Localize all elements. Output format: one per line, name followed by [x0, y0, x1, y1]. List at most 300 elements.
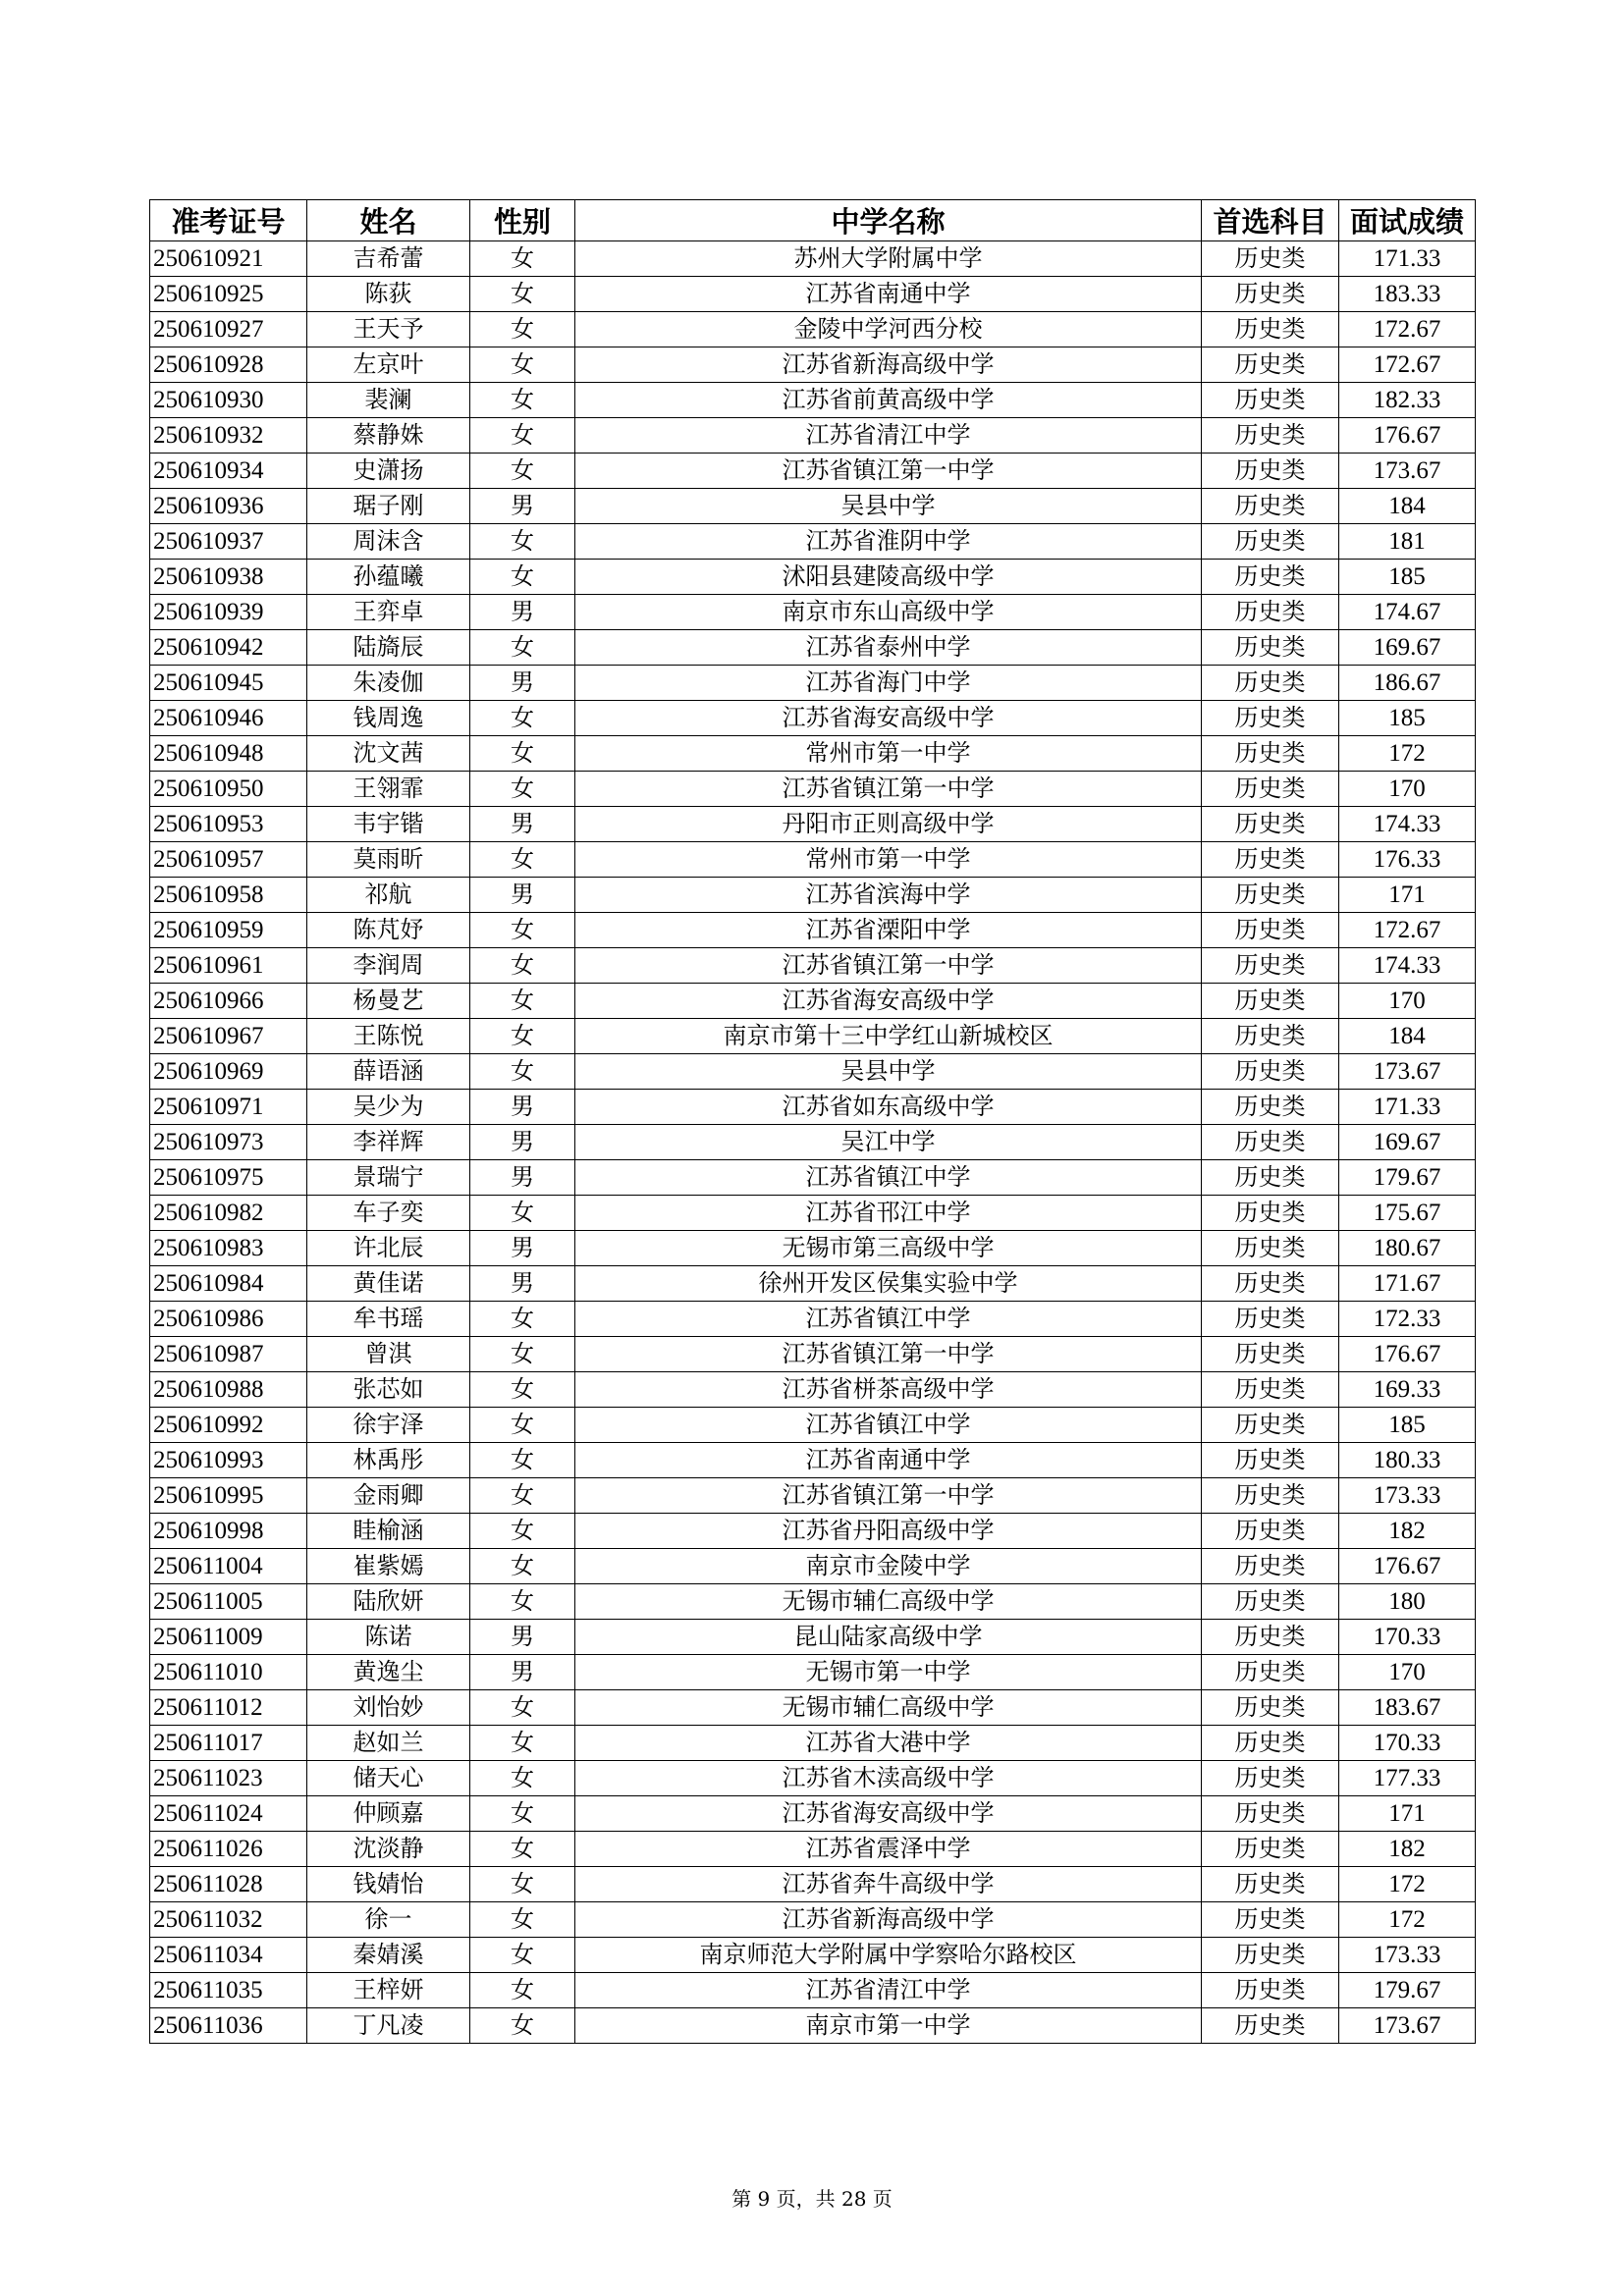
score-cell: 171.33 [1339, 1090, 1476, 1125]
gender-cell: 男 [470, 1266, 575, 1302]
score-cell: 176.67 [1339, 418, 1476, 454]
name-cell: 孙蕴曦 [307, 560, 470, 595]
table-row [150, 1832, 1476, 1867]
gender-cell: 女 [470, 454, 575, 489]
subject-cell: 历史类 [1202, 1549, 1339, 1584]
score-cell: 170.33 [1339, 1620, 1476, 1655]
subject-cell: 历史类 [1202, 2008, 1339, 2044]
subject-cell: 历史类 [1202, 1902, 1339, 1938]
name-cell: 陈荻 [307, 277, 470, 312]
school-cell: 沭阳县建陵高级中学 [575, 560, 1202, 595]
subject-cell: 历史类 [1202, 383, 1339, 418]
name-cell: 仲顾嘉 [307, 1796, 470, 1832]
table-row [150, 1549, 1476, 1584]
exam-id-cell: 250610957 [150, 842, 307, 878]
subject-cell: 历史类 [1202, 277, 1339, 312]
name-cell: 崔紫嫣 [307, 1549, 470, 1584]
gender-cell: 女 [470, 772, 575, 807]
score-cell: 172.67 [1339, 347, 1476, 383]
table-row [150, 277, 1476, 312]
gender-cell: 女 [470, 913, 575, 948]
school-cell: 江苏省海门中学 [575, 666, 1202, 701]
header-row [150, 200, 1476, 241]
score-cell: 180.67 [1339, 1231, 1476, 1266]
score-cell: 185 [1339, 701, 1476, 736]
table-row [150, 1726, 1476, 1761]
exam-id-cell: 250610932 [150, 418, 307, 454]
score-cell: 172.33 [1339, 1302, 1476, 1337]
admission-results-table [149, 199, 1476, 2044]
gender-cell: 女 [470, 2008, 575, 2044]
subject-cell: 历史类 [1202, 1443, 1339, 1478]
gender-cell: 男 [470, 878, 575, 913]
school-cell: 江苏省镇江第一中学 [575, 1337, 1202, 1372]
subject-cell: 历史类 [1202, 878, 1339, 913]
school-cell: 江苏省前黄高级中学 [575, 383, 1202, 418]
column-header-gender: 性别 [470, 200, 575, 241]
subject-cell: 历史类 [1202, 1761, 1339, 1796]
name-cell: 韦宇锴 [307, 807, 470, 842]
table-row [150, 1125, 1476, 1160]
school-cell: 吴县中学 [575, 489, 1202, 524]
gender-cell: 男 [470, 489, 575, 524]
table-row [150, 878, 1476, 913]
name-cell: 王梓妍 [307, 1973, 470, 2008]
subject-cell: 历史类 [1202, 1620, 1339, 1655]
school-cell: 江苏省清江中学 [575, 418, 1202, 454]
exam-id-cell: 250610959 [150, 913, 307, 948]
school-cell: 江苏省镇江第一中学 [575, 948, 1202, 984]
score-cell: 182.33 [1339, 383, 1476, 418]
exam-id-cell: 250611017 [150, 1726, 307, 1761]
score-cell: 174.67 [1339, 595, 1476, 630]
score-cell: 182 [1339, 1832, 1476, 1867]
gender-cell: 女 [470, 630, 575, 666]
exam-id-cell: 250611005 [150, 1584, 307, 1620]
table-header [150, 200, 1476, 241]
score-cell: 173.67 [1339, 454, 1476, 489]
column-header-school: 中学名称 [575, 200, 1202, 241]
school-cell: 江苏省丹阳高级中学 [575, 1514, 1202, 1549]
school-cell: 江苏省滨海中学 [575, 878, 1202, 913]
score-cell: 179.67 [1339, 1973, 1476, 2008]
table-row [150, 630, 1476, 666]
gender-cell: 女 [470, 984, 575, 1019]
name-cell: 林禹彤 [307, 1443, 470, 1478]
subject-cell: 历史类 [1202, 984, 1339, 1019]
school-cell: 金陵中学河西分校 [575, 312, 1202, 347]
exam-id-cell: 250610958 [150, 878, 307, 913]
gender-cell: 男 [470, 1125, 575, 1160]
school-cell: 无锡市辅仁高级中学 [575, 1690, 1202, 1726]
subject-cell: 历史类 [1202, 1938, 1339, 1973]
school-cell: 江苏省木渎高级中学 [575, 1761, 1202, 1796]
gender-cell: 男 [470, 1655, 575, 1690]
exam-id-cell: 250611026 [150, 1832, 307, 1867]
exam-id-cell: 250610953 [150, 807, 307, 842]
subject-cell: 历史类 [1202, 666, 1339, 701]
name-cell: 左京叶 [307, 347, 470, 383]
exam-id-cell: 250610973 [150, 1125, 307, 1160]
gender-cell: 女 [470, 347, 575, 383]
subject-cell: 历史类 [1202, 1690, 1339, 1726]
name-cell: 吴少为 [307, 1090, 470, 1125]
gender-cell: 女 [470, 1514, 575, 1549]
school-cell: 江苏省邗江中学 [575, 1196, 1202, 1231]
subject-cell: 历史类 [1202, 595, 1339, 630]
name-cell: 陈诺 [307, 1620, 470, 1655]
school-cell: 南京市东山高级中学 [575, 595, 1202, 630]
score-cell: 173.67 [1339, 1054, 1476, 1090]
gender-cell: 男 [470, 666, 575, 701]
gender-cell: 男 [470, 1090, 575, 1125]
subject-cell: 历史类 [1202, 1302, 1339, 1337]
score-cell: 174.33 [1339, 948, 1476, 984]
score-cell: 172 [1339, 1867, 1476, 1902]
subject-cell: 历史类 [1202, 347, 1339, 383]
table-row [150, 1690, 1476, 1726]
exam-id-cell: 250610942 [150, 630, 307, 666]
subject-cell: 历史类 [1202, 1867, 1339, 1902]
score-cell: 169.67 [1339, 1125, 1476, 1160]
table-row [150, 913, 1476, 948]
table-row [150, 736, 1476, 772]
gender-cell: 男 [470, 1231, 575, 1266]
name-cell: 钱婧怡 [307, 1867, 470, 1902]
exam-id-cell: 250611012 [150, 1690, 307, 1726]
exam-id-cell: 250611023 [150, 1761, 307, 1796]
name-cell: 徐宇泽 [307, 1408, 470, 1443]
name-cell: 赵如兰 [307, 1726, 470, 1761]
gender-cell: 男 [470, 1620, 575, 1655]
subject-cell: 历史类 [1202, 1726, 1339, 1761]
table-row [150, 1938, 1476, 1973]
school-cell: 常州市第一中学 [575, 842, 1202, 878]
school-cell: 江苏省镇江中学 [575, 1408, 1202, 1443]
table-row [150, 1019, 1476, 1054]
gender-cell: 女 [470, 1196, 575, 1231]
exam-id-cell: 250610961 [150, 948, 307, 984]
name-cell: 薛语涵 [307, 1054, 470, 1090]
school-cell: 江苏省镇江中学 [575, 1160, 1202, 1196]
exam-id-cell: 250610975 [150, 1160, 307, 1196]
school-cell: 南京市第十三中学红山新城校区 [575, 1019, 1202, 1054]
subject-cell: 历史类 [1202, 1090, 1339, 1125]
name-cell: 祁航 [307, 878, 470, 913]
table-row [150, 1973, 1476, 2008]
score-cell: 184 [1339, 489, 1476, 524]
score-cell: 174.33 [1339, 807, 1476, 842]
subject-cell: 历史类 [1202, 772, 1339, 807]
subject-cell: 历史类 [1202, 913, 1339, 948]
subject-cell: 历史类 [1202, 241, 1339, 277]
exam-id-cell: 250610921 [150, 241, 307, 277]
name-cell: 沈淡静 [307, 1832, 470, 1867]
subject-cell: 历史类 [1202, 1160, 1339, 1196]
name-cell: 蔡静姝 [307, 418, 470, 454]
school-cell: 江苏省奔牛高级中学 [575, 1867, 1202, 1902]
exam-id-cell: 250611034 [150, 1938, 307, 1973]
gender-cell: 男 [470, 595, 575, 630]
score-cell: 177.33 [1339, 1761, 1476, 1796]
name-cell: 周沫含 [307, 524, 470, 560]
exam-id-cell: 250610946 [150, 701, 307, 736]
subject-cell: 历史类 [1202, 1019, 1339, 1054]
table-body [150, 241, 1476, 2044]
score-cell: 170 [1339, 772, 1476, 807]
table-row [150, 1372, 1476, 1408]
gender-cell: 女 [470, 1867, 575, 1902]
name-cell: 吉希蕾 [307, 241, 470, 277]
score-cell: 170 [1339, 984, 1476, 1019]
name-cell: 王陈悦 [307, 1019, 470, 1054]
exam-id-cell: 250611004 [150, 1549, 307, 1584]
score-cell: 182 [1339, 1514, 1476, 1549]
exam-id-cell: 250610983 [150, 1231, 307, 1266]
name-cell: 史潇扬 [307, 454, 470, 489]
school-cell: 江苏省新海高级中学 [575, 1902, 1202, 1938]
gender-cell: 女 [470, 1372, 575, 1408]
school-cell: 江苏省大港中学 [575, 1726, 1202, 1761]
exam-id-cell: 250611009 [150, 1620, 307, 1655]
school-cell: 昆山陆家高级中学 [575, 1620, 1202, 1655]
gender-cell: 女 [470, 842, 575, 878]
score-cell: 172.67 [1339, 913, 1476, 948]
score-cell: 183.33 [1339, 277, 1476, 312]
school-cell: 江苏省镇江第一中学 [575, 1478, 1202, 1514]
subject-cell: 历史类 [1202, 418, 1339, 454]
subject-cell: 历史类 [1202, 1337, 1339, 1372]
table-row [150, 524, 1476, 560]
gender-cell: 女 [470, 1796, 575, 1832]
table-row [150, 489, 1476, 524]
table-row [150, 1337, 1476, 1372]
name-cell: 黄逸尘 [307, 1655, 470, 1690]
score-cell: 176.67 [1339, 1549, 1476, 1584]
name-cell: 琚子刚 [307, 489, 470, 524]
subject-cell: 历史类 [1202, 1832, 1339, 1867]
score-cell: 172.67 [1339, 312, 1476, 347]
score-cell: 176.33 [1339, 842, 1476, 878]
table-row [150, 1090, 1476, 1125]
school-cell: 无锡市第三高级中学 [575, 1231, 1202, 1266]
score-cell: 181 [1339, 524, 1476, 560]
table-row [150, 701, 1476, 736]
school-cell: 江苏省如东高级中学 [575, 1090, 1202, 1125]
score-cell: 180.33 [1339, 1443, 1476, 1478]
table-row [150, 1867, 1476, 1902]
subject-cell: 历史类 [1202, 1196, 1339, 1231]
exam-id-cell: 250611024 [150, 1796, 307, 1832]
name-cell: 王弈卓 [307, 595, 470, 630]
school-cell: 江苏省镇江中学 [575, 1302, 1202, 1337]
subject-cell: 历史类 [1202, 1478, 1339, 1514]
table-row [150, 1902, 1476, 1938]
table-row [150, 1478, 1476, 1514]
score-cell: 185 [1339, 560, 1476, 595]
school-cell: 江苏省泰州中学 [575, 630, 1202, 666]
gender-cell: 女 [470, 1019, 575, 1054]
score-cell: 170 [1339, 1655, 1476, 1690]
table-row [150, 1408, 1476, 1443]
school-cell: 江苏省南通中学 [575, 1443, 1202, 1478]
name-cell: 陈芃妤 [307, 913, 470, 948]
table-row [150, 1761, 1476, 1796]
score-cell: 185 [1339, 1408, 1476, 1443]
name-cell: 丁凡凌 [307, 2008, 470, 2044]
gender-cell: 女 [470, 524, 575, 560]
name-cell: 刘怡妙 [307, 1690, 470, 1726]
table-row [150, 772, 1476, 807]
exam-id-cell: 250611035 [150, 1973, 307, 2008]
exam-id-cell: 250610992 [150, 1408, 307, 1443]
exam-id-cell: 250610927 [150, 312, 307, 347]
gender-cell: 女 [470, 1443, 575, 1478]
table-row [150, 1443, 1476, 1478]
gender-cell: 男 [470, 807, 575, 842]
exam-id-cell: 250611032 [150, 1902, 307, 1938]
school-cell: 江苏省栟茶高级中学 [575, 1372, 1202, 1408]
school-cell: 江苏省清江中学 [575, 1973, 1202, 2008]
gender-cell: 女 [470, 1549, 575, 1584]
score-cell: 186.67 [1339, 666, 1476, 701]
gender-cell: 女 [470, 1584, 575, 1620]
exam-id-cell: 250610950 [150, 772, 307, 807]
table-row [150, 1054, 1476, 1090]
gender-cell: 女 [470, 560, 575, 595]
subject-cell: 历史类 [1202, 807, 1339, 842]
subject-cell: 历史类 [1202, 312, 1339, 347]
name-cell: 金雨卿 [307, 1478, 470, 1514]
score-cell: 171 [1339, 1796, 1476, 1832]
table-row [150, 807, 1476, 842]
table-row [150, 312, 1476, 347]
name-cell: 李润周 [307, 948, 470, 984]
school-cell: 南京师范大学附属中学察哈尔路校区 [575, 1938, 1202, 1973]
school-cell: 江苏省海安高级中学 [575, 701, 1202, 736]
subject-cell: 历史类 [1202, 489, 1339, 524]
table-row [150, 1266, 1476, 1302]
exam-id-cell: 250611010 [150, 1655, 307, 1690]
gender-cell: 女 [470, 1302, 575, 1337]
gender-cell: 女 [470, 1726, 575, 1761]
subject-cell: 历史类 [1202, 1372, 1339, 1408]
name-cell: 黄佳诺 [307, 1266, 470, 1302]
score-cell: 179.67 [1339, 1160, 1476, 1196]
exam-id-cell: 250610982 [150, 1196, 307, 1231]
name-cell: 裴澜 [307, 383, 470, 418]
subject-cell: 历史类 [1202, 701, 1339, 736]
table-row [150, 1160, 1476, 1196]
score-cell: 169.33 [1339, 1372, 1476, 1408]
table-row [150, 1196, 1476, 1231]
gender-cell: 女 [470, 1938, 575, 1973]
table-row [150, 1796, 1476, 1832]
school-cell: 无锡市辅仁高级中学 [575, 1584, 1202, 1620]
table-row [150, 842, 1476, 878]
school-cell: 江苏省镇江第一中学 [575, 454, 1202, 489]
name-cell: 陆旖辰 [307, 630, 470, 666]
gender-cell: 男 [470, 1160, 575, 1196]
score-cell: 183.67 [1339, 1690, 1476, 1726]
score-cell: 169.67 [1339, 630, 1476, 666]
column-header-exam-id: 准考证号 [150, 200, 307, 241]
score-cell: 180 [1339, 1584, 1476, 1620]
gender-cell: 女 [470, 1761, 575, 1796]
score-cell: 171 [1339, 878, 1476, 913]
score-cell: 175.67 [1339, 1196, 1476, 1231]
gender-cell: 女 [470, 1337, 575, 1372]
subject-cell: 历史类 [1202, 1054, 1339, 1090]
school-cell: 常州市第一中学 [575, 736, 1202, 772]
table-row [150, 1584, 1476, 1620]
gender-cell: 女 [470, 1832, 575, 1867]
school-cell: 江苏省震泽中学 [575, 1832, 1202, 1867]
score-cell: 171.33 [1339, 241, 1476, 277]
gender-cell: 女 [470, 1973, 575, 2008]
school-cell: 江苏省海安高级中学 [575, 984, 1202, 1019]
subject-cell: 历史类 [1202, 948, 1339, 984]
score-cell: 172 [1339, 736, 1476, 772]
school-cell: 无锡市第一中学 [575, 1655, 1202, 1690]
subject-cell: 历史类 [1202, 736, 1339, 772]
school-cell: 江苏省镇江第一中学 [575, 772, 1202, 807]
name-cell: 沈文茜 [307, 736, 470, 772]
school-cell: 江苏省淮阴中学 [575, 524, 1202, 560]
exam-id-cell: 250611028 [150, 1867, 307, 1902]
score-cell: 170.33 [1339, 1726, 1476, 1761]
subject-cell: 历史类 [1202, 560, 1339, 595]
gender-cell: 女 [470, 383, 575, 418]
exam-id-cell: 250610925 [150, 277, 307, 312]
exam-id-cell: 250610986 [150, 1302, 307, 1337]
name-cell: 牟书瑶 [307, 1302, 470, 1337]
exam-id-cell: 250610948 [150, 736, 307, 772]
gender-cell: 女 [470, 312, 575, 347]
gender-cell: 女 [470, 277, 575, 312]
table-row [150, 241, 1476, 277]
subject-cell: 历史类 [1202, 842, 1339, 878]
column-header-name: 姓名 [307, 200, 470, 241]
score-cell: 172 [1339, 1902, 1476, 1938]
subject-cell: 历史类 [1202, 1514, 1339, 1549]
score-cell: 184 [1339, 1019, 1476, 1054]
exam-id-cell: 250610969 [150, 1054, 307, 1090]
school-cell: 江苏省溧阳中学 [575, 913, 1202, 948]
name-cell: 曾淇 [307, 1337, 470, 1372]
score-cell: 173.33 [1339, 1478, 1476, 1514]
score-cell: 173.67 [1339, 2008, 1476, 2044]
subject-cell: 历史类 [1202, 1655, 1339, 1690]
table-row [150, 1302, 1476, 1337]
school-cell: 徐州开发区侯集实验中学 [575, 1266, 1202, 1302]
exam-id-cell: 250610937 [150, 524, 307, 560]
exam-id-cell: 250610998 [150, 1514, 307, 1549]
subject-cell: 历史类 [1202, 454, 1339, 489]
subject-cell: 历史类 [1202, 1125, 1339, 1160]
name-cell: 张芯如 [307, 1372, 470, 1408]
name-cell: 朱凌伽 [307, 666, 470, 701]
subject-cell: 历史类 [1202, 1973, 1339, 2008]
exam-id-cell: 250610928 [150, 347, 307, 383]
school-cell: 江苏省海安高级中学 [575, 1796, 1202, 1832]
school-cell: 吴江中学 [575, 1125, 1202, 1160]
name-cell: 景瑞宁 [307, 1160, 470, 1196]
table-row [150, 418, 1476, 454]
table-row [150, 560, 1476, 595]
table-row [150, 1514, 1476, 1549]
table-row [150, 666, 1476, 701]
